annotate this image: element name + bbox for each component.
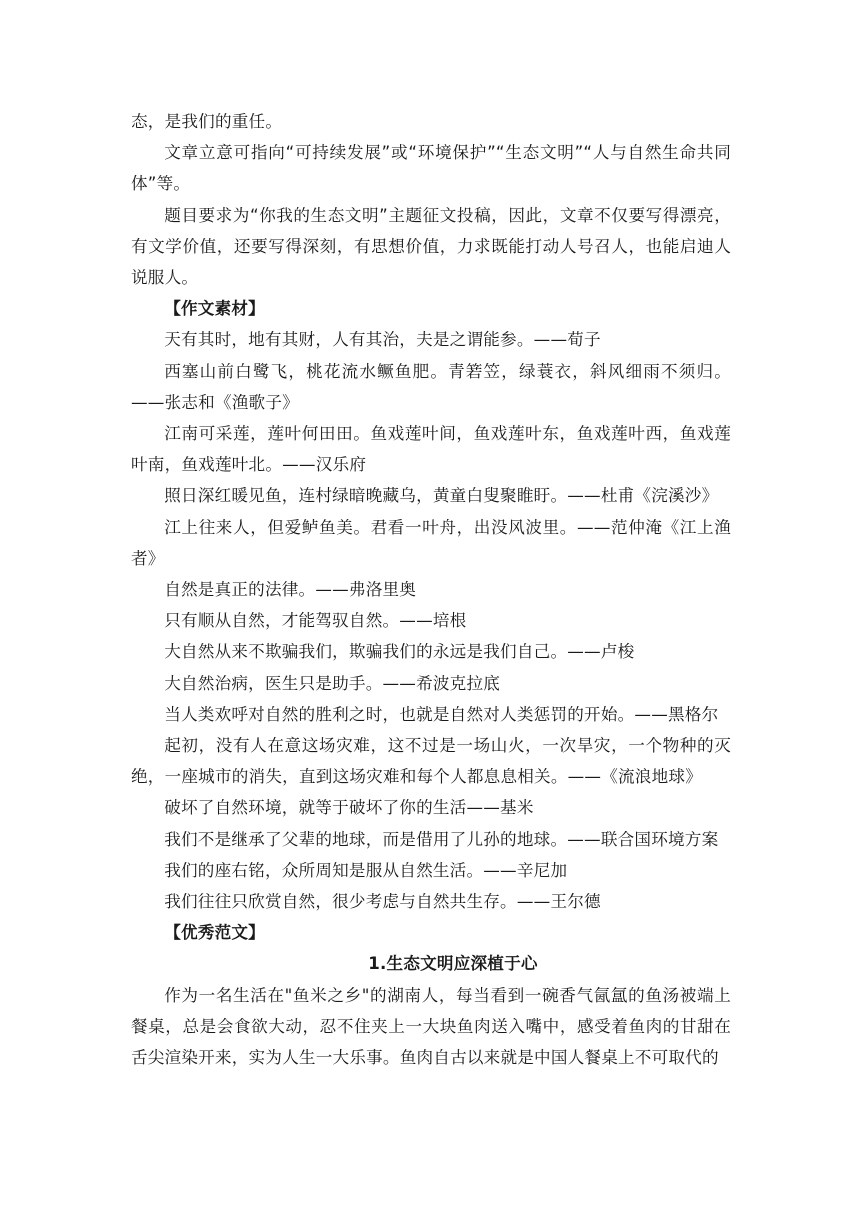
material-quote: 西塞山前白鹭飞，桃花流水鳜鱼肥。青箬笠，绿蓑衣，斜风细雨不须归。——张志和《渔歌子》 bbox=[131, 361, 731, 412]
document-body bbox=[131, 106, 731, 1073]
material-quote: 自然是真正的法律。——弗洛里奥 bbox=[164, 580, 417, 600]
essays-heading: 【优秀范文】 bbox=[164, 923, 265, 943]
material-quote: 大自然治病，医生只是助手。——希波克拉底 bbox=[164, 673, 501, 693]
material-quote: 天有其时，地有其财，人有其治，夫是之谓能参。——荀子 bbox=[164, 330, 601, 350]
material-quote: 大自然从来不欺骗我们，欺骗我们的永远是我们自己。——卢梭 bbox=[164, 642, 635, 662]
material-quote: 只有顺从自然，才能驾驭自然。——培根 bbox=[164, 611, 467, 631]
material-quote: 我们往往只欣赏自然，很少考虑与自然共生存。——王尔德 bbox=[164, 892, 601, 912]
material-quote: 破坏了自然环境，就等于破坏了你的生活——基米 bbox=[164, 798, 534, 818]
material-quote: 照日深红暖见鱼，连村绿暗晚藏乌，黄童白叟聚睢盱。——杜甫《浣溪沙》 bbox=[164, 486, 719, 506]
material-quote: 起初，没有人在意这场灾难，这不过是一场山火，一次旱灾，一个物种的灭绝，一座城市的消失，直到这场灾难和每个人都息息相关。——《流浪地球》 bbox=[131, 736, 731, 787]
essay-paragraph: 作为一名生活在"鱼米之乡"的湖南人，每当看到一碗香气氤氲的鱼汤被端上餐桌，总是会食欲大动，忍不住夹上一大块鱼肉送入嘴中，感受着鱼肉的甘甜在舌尖渲染开来，实为人生一大乐事。鱼肉自古以来就是中国人餐桌上不可取代的 bbox=[131, 985, 731, 1068]
material-quote: 当人类欢呼对自然的胜利之时，也就是自然对人类惩罚的开始。——黑格尔 bbox=[164, 704, 719, 724]
material-quote: 江上往来人，但爱鲈鱼美。君看一叶舟，出没风波里。——范仲淹《江上渔者》 bbox=[131, 517, 731, 568]
essay-title: 1.生态文明应深植于心 bbox=[368, 954, 538, 974]
intro-paragraph-theme: 文章立意可指向“可持续发展”或“环境保护”“生态文明”“人与自然生命共同体”等。 bbox=[131, 143, 731, 194]
material-quote: 我们的座右铭，众所周知是服从自然生活。——辛尼加 bbox=[164, 860, 568, 880]
intro-paragraph-continuation: 态，是我们的重任。 bbox=[131, 112, 283, 131]
material-quote: 江南可采莲，莲叶何田田。鱼戏莲叶间，鱼戏莲叶东，鱼戏莲叶西，鱼戏莲叶南，鱼戏莲叶北。——汉乐府 bbox=[131, 424, 731, 475]
material-quote: 我们不是继承了父辈的地球，而是借用了儿孙的地球。——联合国环境方案 bbox=[164, 829, 719, 849]
materials-heading: 【作文素材】 bbox=[164, 299, 265, 319]
intro-paragraph-requirement: 题目要求为“你我的生态文明”主题征文投稿，因此，文章不仅要写得漂亮，有文学价值，还要写得深刻，有思想价值，力求既能打动人号召人，也能启迪人说服人。 bbox=[131, 205, 731, 288]
